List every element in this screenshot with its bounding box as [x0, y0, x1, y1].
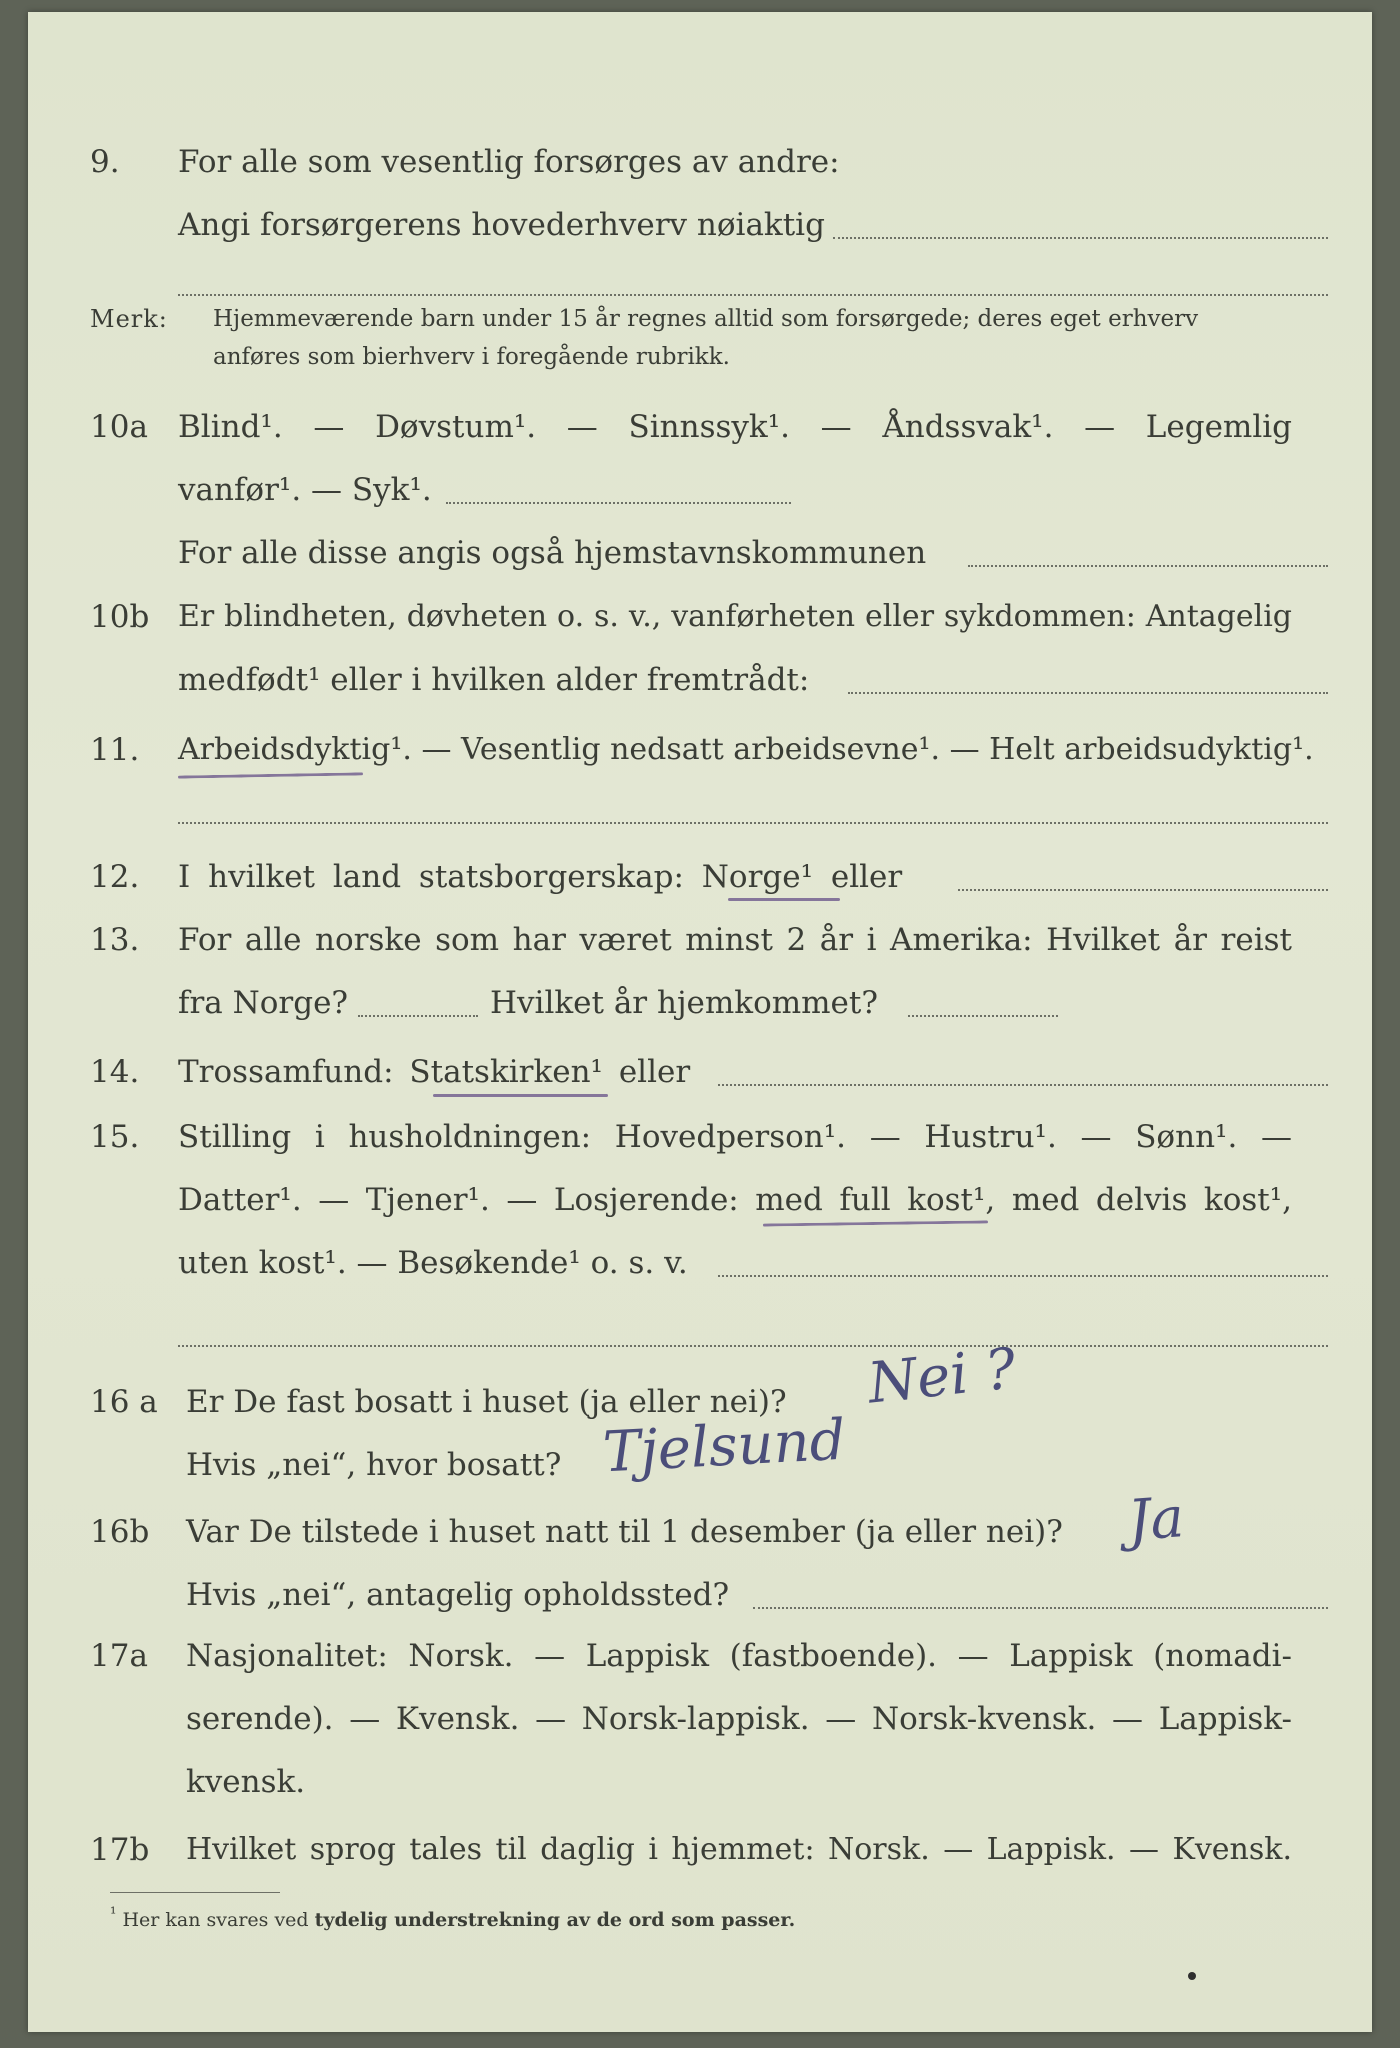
q13-reist-field[interactable]: [358, 1015, 478, 1017]
q14-row-1: [28, 1042, 1372, 1102]
q9-row-2: [28, 195, 1372, 255]
q9-number: 9.: [90, 144, 120, 180]
q10a-row-1: [28, 397, 1372, 457]
q10a-row-2: [28, 460, 1372, 520]
q15-answer-field[interactable]: [718, 1275, 1328, 1277]
q10a-number: 10a: [90, 409, 148, 445]
q16a-text-line1: Er De fast bosatt i huset (ja eller nei)?: [186, 1384, 787, 1420]
q16b-opholdssted-field[interactable]: [753, 1607, 1328, 1609]
q16b-handwritten-answer: Ja: [1125, 1485, 1187, 1554]
q9-answer-field-2[interactable]: [178, 294, 1328, 296]
q10a-text-line3: For alle disse angis også hjemstavnskommunen: [178, 535, 927, 571]
q16a-handwritten-answer: Nei ?: [864, 1336, 1019, 1417]
q13-text-line2b: Hvilket år hjemkommet?: [490, 985, 878, 1021]
q17a-text-line2: serende). — Kvensk. — Norsk-lappisk. — Norsk-kvensk. — Lappisk-: [186, 1701, 1292, 1737]
q15-text-line3: uten kost¹. — Besøkende¹ o. s. v.: [178, 1245, 688, 1281]
footnote-text-a: Her kan svares ved: [122, 1909, 315, 1931]
q15-number: 15.: [90, 1119, 140, 1155]
q12-row-1: [28, 847, 1372, 907]
q17a-row-1: [28, 1626, 1372, 1686]
q16b-text-line1: Var De tilstede i huset natt til 1 desember (ja eller nei)?: [186, 1514, 1063, 1550]
q9-text-line2: Angi forsørgerens hovederhverv nøiaktig: [178, 207, 825, 243]
q14-underline-statskirken: [433, 1094, 608, 1097]
q15-text-line2: Datter¹. — Tjener¹. — Losjerende: med full kost¹, med delvis kost¹,: [178, 1182, 1292, 1218]
footnote-text-b: tydelig understrekning av de ord som passer.: [314, 1909, 796, 1931]
q15-row-2: [28, 1170, 1372, 1230]
q10b-number: 10b: [90, 599, 150, 635]
q10a-text-line2: vanfør¹. — Syk¹.: [178, 472, 432, 508]
q13-text-line1: For alle norske som har været minst 2 år i Amerika: Hvilket år reist: [178, 922, 1292, 958]
merk-label: Merk:: [90, 305, 168, 333]
q14-number: 14.: [90, 1054, 140, 1090]
q16a-text-line2: Hvis „nei“, hvor bosatt?: [186, 1447, 562, 1483]
q12-text-line1: I hvilket land statsborgerskap: Norge¹ eller: [178, 859, 903, 895]
q17a-row-2: [28, 1689, 1372, 1749]
q16a-number: 16 a: [90, 1384, 158, 1420]
q16a-handwritten-bosted: Tjelsund: [601, 1407, 847, 1486]
q10b-row-1: [28, 587, 1372, 647]
ink-speck: [1188, 1972, 1196, 1980]
footnote: [110, 1903, 796, 1931]
q11-row-1: [28, 720, 1372, 780]
q10a-text-line1: Blind¹. — Døvstum¹. — Sinnssyk¹. — Åndssvak¹. — Legemlig: [178, 409, 1292, 445]
q10a-row-3: [28, 523, 1372, 583]
q16b-row-2: [28, 1565, 1372, 1625]
q17b-number: 17b: [90, 1832, 150, 1868]
q9-row-1: [28, 132, 1372, 192]
q12-number: 12.: [90, 859, 140, 895]
q13-row-2: [28, 973, 1372, 1033]
footnote-divider: [110, 1892, 280, 1893]
q17a-number: 17a: [90, 1638, 148, 1674]
q15-answer-field-2[interactable]: [178, 1345, 1328, 1347]
q12-underline-norge: [728, 898, 840, 901]
q17b-text-line1: Hvilket sprog tales til daglig i hjemmet: Norsk. — Lappisk. — Kvensk.: [186, 1832, 1292, 1867]
q9-text-line1: For alle som vesentlig forsørges av andre:: [178, 144, 840, 180]
q17a-text-line3: kvensk.: [186, 1764, 306, 1800]
q10a-syk-field[interactable]: [446, 502, 791, 504]
q9-answer-field[interactable]: [833, 237, 1328, 239]
q14-answer-field[interactable]: [718, 1084, 1328, 1086]
q13-hjemkommet-field[interactable]: [908, 1015, 1058, 1017]
q10b-text-line1: Er blindheten, døvheten o. s. v., vanførheten eller sykdommen: Antagelig: [178, 599, 1292, 634]
q15-row-3: [28, 1233, 1372, 1293]
q17a-text-line1: Nasjonalitet: Norsk. — Lappisk (fastboende). — Lappisk (nomadi-: [186, 1638, 1292, 1674]
q13-text-line2a: fra Norge?: [178, 985, 349, 1021]
q11-answer-field[interactable]: [178, 822, 1328, 824]
q10b-answer-field[interactable]: [848, 692, 1328, 694]
q17b-row-1: [28, 1820, 1372, 1880]
q15-text-line1: Stilling i husholdningen: Hovedperson¹. — Hustru¹. — Sønn¹. —: [178, 1119, 1292, 1155]
q17a-row-3: [28, 1752, 1372, 1812]
q13-row-1: [28, 910, 1372, 970]
q16b-text-line2: Hvis „nei“, antagelig opholdssted?: [186, 1577, 730, 1613]
q16b-number: 16b: [90, 1514, 150, 1550]
q10b-row-2: [28, 650, 1372, 710]
q12-answer-field[interactable]: [958, 889, 1328, 891]
q10a-hjemstavn-field[interactable]: [968, 565, 1328, 567]
census-form-page: [28, 12, 1372, 2032]
merk-text-line1: Hjemmeværende barn under 15 år regnes alltid som forsørgede; deres eget erhverv: [213, 306, 1199, 332]
q15-row-1: [28, 1107, 1372, 1167]
merk-text-line2: anføres som bierhverv i foregående rubrikk.: [213, 344, 730, 370]
q10b-text-line2: medfødt¹ eller i hvilken alder fremtrådt:: [178, 662, 810, 698]
q11-number: 11.: [90, 732, 140, 768]
q14-text-line1: Trossamfund: Statskirken¹ eller: [178, 1054, 691, 1090]
q11-text-line1: Arbeidsdyktig¹. — Vesentlig nedsatt arbeidsevne¹. — Helt arbeidsudyktig¹.: [178, 732, 1314, 767]
q13-number: 13.: [90, 922, 140, 958]
footnote-mark: ¹: [110, 1903, 117, 1923]
